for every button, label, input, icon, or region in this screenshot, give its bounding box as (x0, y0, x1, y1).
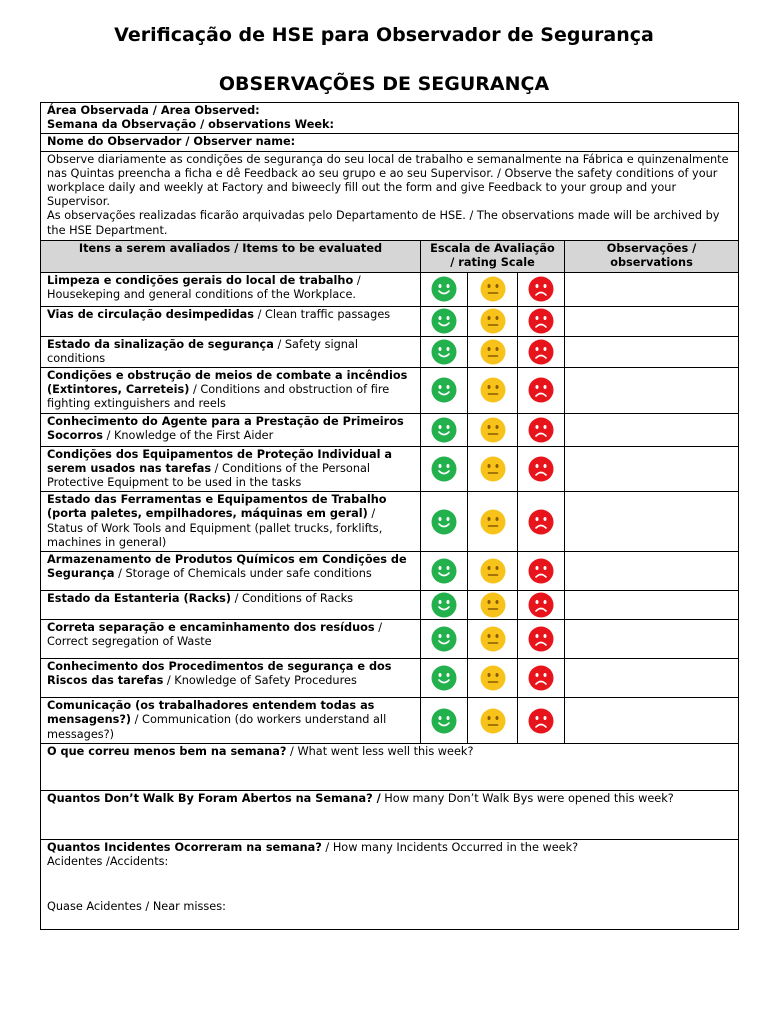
observation-cell[interactable] (565, 591, 739, 620)
neutral-face-icon[interactable] (480, 665, 506, 691)
rating-cell-good[interactable] (421, 620, 468, 659)
observation-cell[interactable] (565, 659, 739, 698)
table-header-row (41, 240, 739, 272)
item-label-en: / Housekeping and general conditions of the Workplace. (47, 273, 361, 301)
info-row-observer (41, 134, 739, 151)
item-label-pt: Estado da sinalização de segurança (47, 337, 274, 351)
evaluation-item-row (41, 591, 739, 620)
evaluation-item-label (41, 659, 421, 698)
evaluation-item-label (41, 698, 421, 744)
item-label-en: / Communication (do workers understand all messages?) (47, 713, 387, 741)
sad-face-icon[interactable] (528, 665, 554, 691)
observation-cell[interactable] (565, 336, 739, 367)
evaluation-item-label (41, 591, 421, 620)
rating-cell-good[interactable] (421, 659, 468, 698)
neutral-face-icon[interactable] (480, 456, 506, 482)
evaluation-item-label (41, 336, 421, 367)
item-label-pt: Condições dos Equipamentos de Proteção Individual a serem usados nas tarefas (47, 447, 393, 475)
sad-face-icon[interactable] (528, 377, 554, 403)
observation-cell[interactable] (565, 413, 739, 446)
hse-observation-form (40, 102, 739, 930)
observation-cell[interactable] (565, 492, 739, 552)
incidents-row-cell[interactable] (41, 839, 739, 929)
sad-face-icon[interactable] (528, 558, 554, 584)
item-label-pt: Limpeza e condições gerais do local de trabalho (47, 273, 354, 287)
rating-cell-bad[interactable] (518, 368, 565, 414)
neutral-face-icon[interactable] (480, 308, 506, 334)
evaluation-item-row (41, 698, 739, 744)
sad-face-icon[interactable] (528, 592, 554, 618)
rating-cell-bad[interactable] (518, 620, 565, 659)
observation-cell[interactable] (565, 446, 739, 492)
rating-cell-good[interactable] (421, 272, 468, 306)
evaluation-item-row (41, 552, 739, 591)
rating-cell-bad[interactable] (518, 591, 565, 620)
rating-cell-bad[interactable] (518, 698, 565, 744)
dont-walk-by-row-cell[interactable] (41, 790, 739, 839)
observation-cell[interactable] (565, 306, 739, 336)
evaluation-item-row (41, 413, 739, 446)
rating-cell-good[interactable] (421, 552, 468, 591)
near-misses-label: Quase Acidentes / Near misses: (47, 900, 226, 914)
happy-face-icon[interactable] (431, 417, 457, 443)
scale-column-header: Escala de Avaliação / rating Scale (421, 240, 565, 272)
neutral-face-icon[interactable] (480, 377, 506, 403)
item-label-en: / Status of Work Tools and Equipment (pallet trucks, forklifts, machines in general) (47, 507, 383, 549)
observation-cell[interactable] (565, 698, 739, 744)
rating-cell-bad[interactable] (518, 336, 565, 367)
rating-cell-good[interactable] (421, 698, 468, 744)
rating-cell-good[interactable] (421, 336, 468, 367)
observation-week-field[interactable]: Semana da Observação / observations Week: (47, 118, 335, 132)
item-label-pt: Vias de circulação desimpedidas (47, 307, 255, 321)
evaluation-item-row (41, 306, 739, 336)
sad-face-icon[interactable] (528, 417, 554, 443)
neutral-face-icon[interactable] (480, 276, 506, 302)
incidents-row (41, 839, 739, 929)
item-label-en: / Safety signal conditions (47, 337, 358, 365)
evaluation-item-label (41, 413, 421, 446)
rating-cell-neutral[interactable] (468, 413, 518, 446)
happy-face-icon[interactable] (431, 339, 457, 365)
rating-cell-good[interactable] (421, 306, 468, 336)
rating-cell-neutral[interactable] (468, 336, 518, 367)
sad-face-icon[interactable] (528, 339, 554, 365)
rating-cell-neutral[interactable] (468, 620, 518, 659)
happy-face-icon[interactable] (431, 276, 457, 302)
page-subtitle: OBSERVAÇÕES DE SEGURANÇA (218, 73, 550, 95)
evaluation-item-row (41, 446, 739, 492)
evaluation-item-row (41, 368, 739, 414)
item-label-en: / Knowledge of Safety Procedures (163, 674, 357, 688)
archive-note: As observações realizadas ficarão arquivadas pelo Departamento de HSE. / The observations made will be archived by the HSE Department. (47, 209, 720, 237)
item-label-pt: Armazenamento de Produtos Químicos em Condições de Segurança (47, 553, 407, 581)
item-label-pt: Conhecimento dos Procedimentos de segurança e dos Riscos das tarefas (47, 660, 392, 688)
sad-face-icon[interactable] (528, 308, 554, 334)
rating-cell-bad[interactable] (518, 272, 565, 306)
observation-cell[interactable] (565, 272, 739, 306)
item-label-pt: Estado das Ferramentas e Equipamentos de Trabalho (porta paletes, empilhadores, máquinas em geral) (47, 493, 387, 521)
evaluation-item-row (41, 272, 739, 306)
happy-face-icon[interactable] (431, 456, 457, 482)
neutral-face-icon[interactable] (480, 509, 506, 535)
observation-cell[interactable] (565, 552, 739, 591)
item-label-pt: Condições e obstrução de meios de combate a incêndios (Extintores, Carreteis) (47, 369, 408, 397)
neutral-face-icon[interactable] (480, 626, 506, 652)
rating-cell-bad[interactable] (518, 446, 565, 492)
less-well-question-en: / What went less well this week? (286, 744, 474, 758)
observations-column-header: Observações / observations (565, 240, 739, 272)
evaluation-item-row (41, 336, 739, 367)
evaluation-item-row (41, 620, 739, 659)
observation-cell[interactable] (565, 368, 739, 414)
accidents-label: Acidentes /Accidents: (47, 855, 169, 869)
sad-face-icon[interactable] (528, 276, 554, 302)
instructions-text: Observe diariamente as condições de segurança do seu local de trabalho e semanalmente na Fábrica e quinzenalmente nas Quintas preencha a ficha e dê Feedback ao seu grupo e ao seu Supervisor. / Observe the safety conditions of your workplace daily and weekly at Factory and biweecly fill out the form and give Feedback to your group and your Supervisor. (47, 152, 729, 209)
happy-face-icon[interactable] (431, 665, 457, 691)
observer-name-field[interactable]: Nome do Observador / Observer name: (41, 134, 739, 151)
item-label-en: / Conditions of Racks (231, 592, 354, 606)
evaluation-item-label (41, 552, 421, 591)
rating-cell-good[interactable] (421, 446, 468, 492)
dont-walk-by-row (41, 790, 739, 839)
evaluation-item-label (41, 306, 421, 336)
rating-cell-neutral[interactable] (468, 659, 518, 698)
rating-cell-neutral[interactable] (468, 446, 518, 492)
less-well-row-cell[interactable] (41, 743, 739, 790)
happy-face-icon[interactable] (431, 708, 457, 734)
rating-cell-bad[interactable] (518, 306, 565, 336)
less-well-row (41, 743, 739, 790)
neutral-face-icon[interactable] (480, 339, 506, 365)
sad-face-icon[interactable] (528, 626, 554, 652)
page-title: Verificação de HSE para Observador de Segurança (114, 24, 654, 46)
rating-cell-neutral[interactable] (468, 591, 518, 620)
item-label-en: / Clean traffic passages (254, 307, 391, 321)
rating-cell-neutral[interactable] (468, 698, 518, 744)
rating-cell-bad[interactable] (518, 659, 565, 698)
evaluation-item-row (41, 659, 739, 698)
rating-cell-neutral[interactable] (468, 306, 518, 336)
less-well-question-pt: O que correu menos bem na semana? (47, 744, 287, 758)
incidents-question-en: / How many Incidents Occurred in the week? (321, 840, 579, 854)
dont-walk-question-en: How many Don’t Walk Bys were opened this week? (380, 791, 674, 805)
happy-face-icon[interactable] (431, 509, 457, 535)
neutral-face-icon[interactable] (480, 592, 506, 618)
evaluation-item-label (41, 492, 421, 552)
item-label-pt: Conhecimento do Agente para a Prestação de Primeiros Socorros (47, 414, 404, 442)
info-row-area-week (41, 103, 739, 134)
item-label-en: / Conditions of the Personal Protective Equipment to be used in the tasks (47, 461, 371, 490)
rating-cell-bad[interactable] (518, 413, 565, 446)
rating-cell-bad[interactable] (518, 492, 565, 552)
neutral-face-icon[interactable] (480, 558, 506, 584)
neutral-face-icon[interactable] (480, 708, 506, 734)
item-label-en: / Knowledge of the First Aider (102, 428, 274, 442)
item-label-pt: Estado da Estanteria (Racks) (47, 592, 232, 606)
item-label-en: / Storage of Chemicals under safe conditions (114, 567, 372, 581)
item-label-en: / Conditions and obstruction of fire fighting extinguishers and reels (47, 383, 390, 411)
items-column-header: Itens a serem avaliados / Items to be evaluated (41, 240, 421, 272)
sad-face-icon[interactable] (528, 708, 554, 734)
item-label-en: / Correct segregation of Waste (47, 621, 383, 649)
happy-face-icon[interactable] (431, 308, 457, 334)
sad-face-icon[interactable] (528, 509, 554, 535)
rating-cell-neutral[interactable] (468, 552, 518, 591)
neutral-face-icon[interactable] (480, 417, 506, 443)
happy-face-icon[interactable] (431, 558, 457, 584)
dont-walk-question-pt: Quantos Don’t Walk By Foram Abertos na Semana? / (47, 791, 381, 805)
rating-cell-neutral[interactable] (468, 492, 518, 552)
rating-cell-good[interactable] (421, 368, 468, 414)
happy-face-icon[interactable] (431, 592, 457, 618)
happy-face-icon[interactable] (431, 626, 457, 652)
rating-cell-bad[interactable] (518, 552, 565, 591)
evaluation-item-label (41, 368, 421, 414)
rating-cell-neutral[interactable] (468, 272, 518, 306)
area-observed-field[interactable]: Área Observada / Area Observed: (47, 104, 260, 117)
rating-cell-good[interactable] (421, 492, 468, 552)
evaluation-item-label (41, 272, 421, 306)
rating-cell-good[interactable] (421, 591, 468, 620)
evaluation-item-label (41, 446, 421, 492)
observation-cell[interactable] (565, 620, 739, 659)
rating-cell-good[interactable] (421, 413, 468, 446)
evaluation-item-label (41, 620, 421, 659)
evaluation-item-row (41, 492, 739, 552)
incidents-question-pt: Quantos Incidentes Ocorreram na semana? (47, 840, 322, 854)
rating-cell-neutral[interactable] (468, 368, 518, 414)
sad-face-icon[interactable] (528, 456, 554, 482)
item-label-pt: Comunicação (os trabalhadores entendem todas as mensagens?) (47, 699, 375, 727)
happy-face-icon[interactable] (431, 377, 457, 403)
info-row-instructions (41, 151, 739, 240)
item-label-pt: Correta separação e encaminhamento dos resíduos (47, 621, 375, 635)
